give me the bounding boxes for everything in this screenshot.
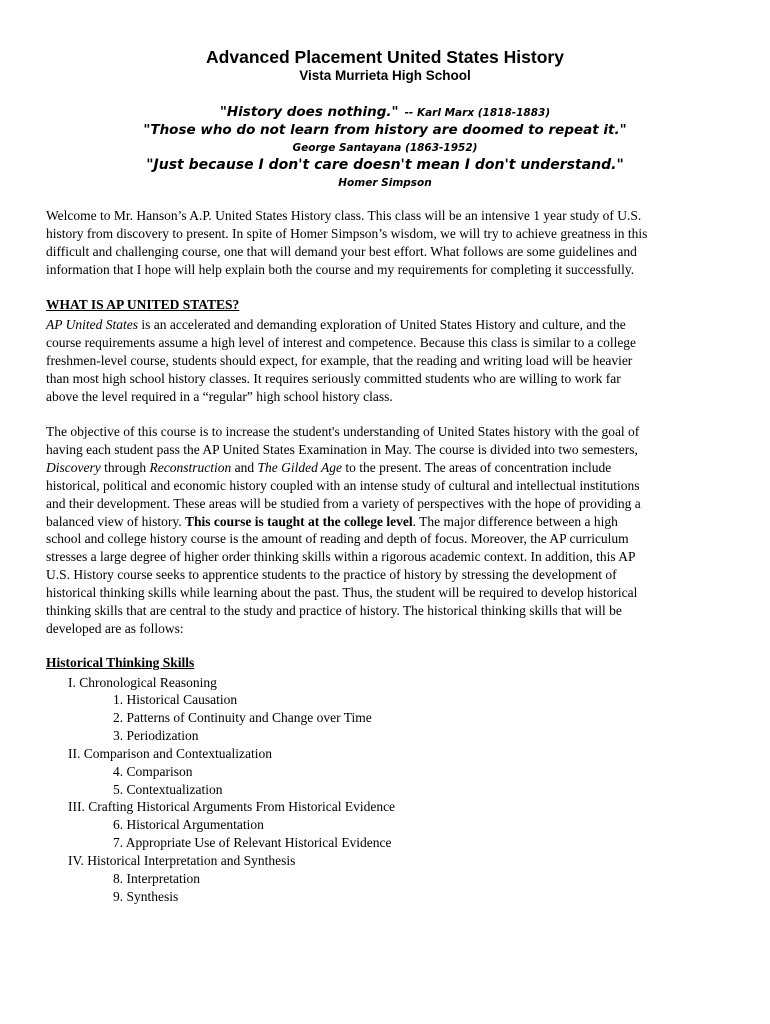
quote-santayana-attribution: George Santayana (1863-1952) bbox=[292, 142, 478, 154]
objective-line: developed are as follows: bbox=[46, 620, 184, 636]
intro-paragraph bbox=[46, 207, 726, 279]
what-is-line: course requirements assume a high level of interest and competence. Because this class is similar to a college bbox=[46, 334, 637, 350]
skill-item: 1. Historical Causation bbox=[113, 692, 238, 707]
objective-line: The objective of this course is to increase the student's understanding of United States history with the goal of bbox=[46, 424, 640, 439]
school-name: Vista Murrieta High School bbox=[299, 68, 471, 83]
intro-line: Welcome to Mr. Hanson’s A.P. United States History class. This class will be an intensive 1 year study of U.S. bbox=[46, 208, 642, 223]
skill-item: 2. Patterns of Continuity and Change over Time bbox=[113, 710, 372, 725]
skill-item: 4. Comparison bbox=[113, 764, 193, 779]
what-is-line: freshmen-level course, students should expect, for example, that the reading and writing load will be heavier bbox=[46, 352, 633, 368]
objective-line bbox=[46, 459, 726, 477]
semester-gilded-age: The Gilded Age bbox=[257, 459, 342, 475]
college-level-emphasis: This course is taught at the college level bbox=[184, 513, 413, 529]
what-is-line: above the level required in a “regular” high school history class. bbox=[46, 388, 393, 404]
quote-simpson-text: "Just because I don't care doesn't mean I don't understand." bbox=[146, 157, 624, 173]
skill-item: 3. Periodization bbox=[113, 728, 199, 743]
objective-line: historical thinking skills while learning about the past. Thus, the student will be required to develop historical bbox=[46, 585, 638, 601]
objective-line: U.S. History course seeks to apprentice students to the practice of history by stressing the development of bbox=[46, 567, 617, 583]
skill-item: 7. Appropriate Use of Relevant Historical Evidence bbox=[113, 835, 392, 850]
quote-marx-text: "History does nothing." bbox=[219, 104, 399, 120]
intro-line: difficult and challenging course, one that will demand your best effort. What follows are some guidelines and bbox=[46, 243, 637, 259]
skill-item: 8. Interpretation bbox=[113, 871, 200, 886]
semester-reconstruction: Reconstruction bbox=[149, 459, 232, 475]
intro-line: information that I hope will help explain both the course and my requirements for completing it successfully. bbox=[46, 261, 635, 277]
quote-simpson-attribution: Homer Simpson bbox=[338, 177, 432, 189]
objective-line: school and college history course is the amount of reading and depth of focus. Moreover, the AP curriculum bbox=[46, 531, 629, 547]
quote-santayana-text: "Those who do not learn from history are doomed to repeat it." bbox=[143, 122, 627, 138]
objective-text: to the present. The areas of concentration include bbox=[341, 459, 612, 475]
objective-text: balanced view of history. bbox=[46, 513, 185, 529]
objective-line: stresses a large degree of higher order thinking skills within a rigorous academic context. In addition, this AP bbox=[46, 549, 636, 565]
objective-line: having each student pass the AP United States Examination in May. The course is divided into two semesters, bbox=[46, 441, 638, 457]
quote-marx-attribution: -- Karl Marx (1818-1883) bbox=[404, 107, 551, 119]
objective-text: through bbox=[100, 459, 150, 475]
what-is-line-text: is an accelerated and demanding exploration of United States History and culture, and the bbox=[138, 317, 626, 332]
objective-line: historical, political and economic history coupled with an intense study of cultural and intellectual institutions bbox=[46, 477, 640, 493]
skill-item: 6. Historical Argumentation bbox=[113, 817, 264, 832]
what-is-line bbox=[46, 316, 726, 334]
skill-item: 9. Synthesis bbox=[113, 889, 179, 904]
intro-line: history from discovery to present. In spite of Homer Simpson’s wisdom, we will try to achieve greatness in this bbox=[46, 225, 648, 241]
what-is-line: than most high school history classes. It requires seriously committed students who are willing to work far bbox=[46, 370, 621, 386]
objective-text: and bbox=[231, 459, 258, 475]
skill-category: II. Comparison and Contextualization bbox=[68, 746, 272, 761]
skill-category: III. Crafting Historical Arguments From Historical Evidence bbox=[68, 799, 396, 814]
section-heading-what-is: WHAT IS AP UNITED STATES? bbox=[46, 297, 240, 312]
objective-text: . The major difference between a high bbox=[412, 513, 618, 529]
objective-line: and their development. These areas will be studied from a variety of perspectives with the hope of providing a bbox=[46, 495, 641, 511]
skill-category: I. Chronological Reasoning bbox=[68, 675, 217, 690]
page-title: Advanced Placement United States History bbox=[206, 47, 564, 67]
skill-category: IV. Historical Interpretation and Synthesis bbox=[68, 853, 296, 868]
what-is-paragraph bbox=[46, 316, 726, 406]
objective-line: thinking skills that are central to the study and practice of history. The historical thinking skills that will be bbox=[46, 603, 622, 619]
section-heading-skills: Historical Thinking Skills bbox=[46, 655, 195, 670]
semester-discovery: Discovery bbox=[46, 459, 101, 475]
objective-line bbox=[46, 513, 726, 531]
quote-marx bbox=[0, 104, 770, 120]
skill-item: 5. Contextualization bbox=[113, 782, 223, 797]
course-name-italic: AP United States bbox=[46, 317, 138, 332]
objective-paragraph bbox=[46, 423, 726, 638]
